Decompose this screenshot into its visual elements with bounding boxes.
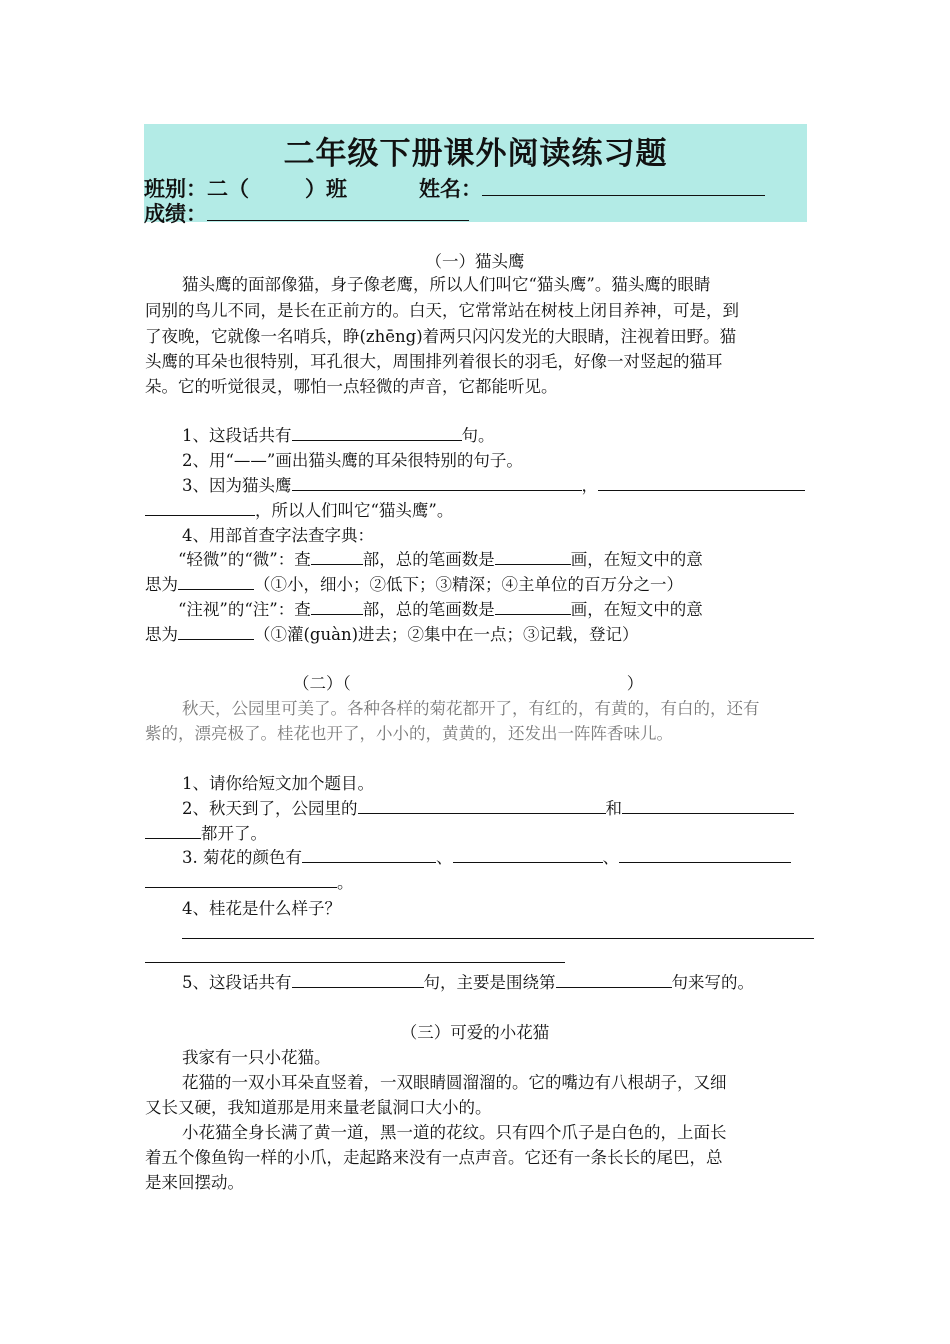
name-blank[interactable] bbox=[482, 175, 765, 196]
answer-blank[interactable] bbox=[311, 598, 363, 615]
answer-blank[interactable] bbox=[556, 971, 672, 988]
s1-q3 bbox=[182, 474, 805, 498]
q4a-text: “轻微”的“微”：查 bbox=[178, 550, 311, 569]
answer-blank[interactable] bbox=[178, 623, 254, 640]
section3-line: 花猫的一双小耳朵直竖着，一双眼睛圆溜溜的。它的嘴边有八根胡子，又细 bbox=[182, 1073, 727, 1092]
section3-line: 我家有一只小花猫。 bbox=[182, 1048, 331, 1067]
q4a-text: 画，在短文中的意 bbox=[570, 550, 703, 569]
s1-q1 bbox=[182, 424, 495, 448]
section1-para-line: 猫头鹰的面部像猫，身子像老鹰，所以人们叫它“猫头鹰”。猫头鹰的眼睛 bbox=[182, 275, 711, 294]
section3-line: 小花猫全身长满了黄一道，黑一道的花纹。只有四个爪子是白色的，上面长 bbox=[182, 1123, 727, 1142]
answer-blank[interactable] bbox=[292, 971, 424, 988]
s2-q2 bbox=[182, 797, 794, 821]
answer-blank[interactable] bbox=[598, 474, 805, 491]
q4b-options: （①灌(guàn)进去；②集中在一点；③记载，登记） bbox=[254, 625, 639, 644]
section2-heading-open: （二）（ bbox=[293, 674, 351, 693]
s2-q3-text: 3. 菊花的颜色有 bbox=[182, 848, 302, 867]
s2-q2-text: 和 bbox=[605, 799, 622, 818]
answer-blank[interactable] bbox=[358, 797, 606, 814]
answer-blank[interactable] bbox=[145, 499, 255, 516]
answer-blank[interactable] bbox=[311, 548, 363, 565]
section1-para-line: 同别的鸟儿不同，是长在正前方的。白天，它常常站在树枝上闭目养神，可是，到 bbox=[145, 301, 739, 320]
s1-q3-text: 3、因为猫头鹰 bbox=[182, 476, 292, 495]
answer-blank[interactable] bbox=[302, 846, 436, 863]
q4a-text: 部，总的笔画数是 bbox=[362, 550, 495, 569]
q4b-text: 画，在短文中的意 bbox=[570, 600, 703, 619]
s2-q4-answer-line bbox=[182, 922, 814, 946]
answer-blank[interactable] bbox=[495, 548, 571, 565]
q4b-text: 部，总的笔画数是 bbox=[362, 600, 495, 619]
section1-para-line: 头鹰的耳朵也很特别，耳孔很大，周围排列着很长的羽毛，好像一对竖起的猫耳 bbox=[145, 352, 723, 371]
s2-q5-text: 句来写的。 bbox=[671, 973, 754, 992]
s2-q3-sep: 、 bbox=[602, 848, 619, 867]
section3-line: 是来回摆动。 bbox=[145, 1173, 244, 1192]
section1-para-line: 了夜晚，它就像一名哨兵，睁(zhēng)着两只闪闪发光的大眼睛，注视着田野。猫 bbox=[145, 327, 737, 346]
s2-q1: 1、请你给短文加个题目。 bbox=[182, 774, 374, 793]
s2-q5 bbox=[182, 971, 754, 995]
s1-q3-text-end: ，所以人们叫它“猫头鹰”。 bbox=[255, 501, 454, 520]
s1-q3-cont bbox=[145, 499, 453, 523]
answer-blank[interactable] bbox=[145, 822, 201, 839]
answer-blank[interactable] bbox=[453, 846, 603, 863]
section3-heading: （三）可爱的小花猫 bbox=[400, 1023, 550, 1042]
s1-q4: 4、用部首查字法查字典： bbox=[182, 526, 374, 545]
s2-q5-text: 句，主要是围绕第 bbox=[423, 973, 556, 992]
s2-q5-text: 5、这段话共有 bbox=[182, 973, 292, 992]
s1-q4a-cont bbox=[145, 573, 683, 597]
page-title: 二年级下册课外阅读练习题 bbox=[283, 136, 668, 172]
answer-blank[interactable] bbox=[619, 846, 791, 863]
s1-q4b-cont bbox=[145, 623, 639, 647]
s2-q2-text: 2、秋天到了，公园里的 bbox=[182, 799, 358, 818]
s1-q1-text: 1、这段话共有 bbox=[182, 426, 292, 445]
answer-blank[interactable] bbox=[178, 573, 254, 590]
section2-heading bbox=[293, 672, 643, 696]
class-name-row bbox=[144, 175, 765, 202]
s1-q3-comma: ， bbox=[581, 476, 598, 495]
s1-q4a bbox=[178, 548, 703, 572]
class-suffix: ）班 bbox=[305, 177, 347, 201]
s1-q2: 2、用“——”画出猫头鹰的耳朵很特别的句子。 bbox=[182, 451, 523, 470]
s2-q4-answer-line bbox=[145, 946, 565, 970]
score-blank[interactable] bbox=[207, 200, 469, 221]
answer-blank[interactable] bbox=[145, 871, 337, 888]
section2-para-line: 秋天，公园里可美了。各种各样的菊花都开了，有红的，有黄的，有白的，还有 bbox=[182, 699, 760, 718]
score-row bbox=[144, 200, 469, 227]
s1-q1-text-end: 句。 bbox=[461, 426, 495, 445]
header-banner bbox=[144, 124, 807, 226]
section3-line: 着五个像鱼钩一样的小爪，走起路来没有一点声音。它还有一条长长的尾巴，总 bbox=[145, 1148, 723, 1167]
answer-blank[interactable] bbox=[145, 946, 565, 963]
section2-heading-close: ） bbox=[626, 674, 644, 693]
q4b-text: 思为 bbox=[145, 625, 178, 644]
s2-q3-end: 。 bbox=[337, 873, 354, 892]
s2-q2-text-end: 都开了。 bbox=[201, 824, 267, 843]
s2-q3-cont bbox=[145, 871, 354, 895]
answer-blank[interactable] bbox=[495, 598, 571, 615]
answer-blank[interactable] bbox=[292, 474, 582, 491]
section3-line: 又长又硬，我知道那是用来量老鼠洞口大小的。 bbox=[145, 1098, 492, 1117]
s2-q2-cont bbox=[145, 822, 267, 846]
name-label: 姓名： bbox=[419, 177, 482, 201]
q4a-text: 思为 bbox=[145, 575, 178, 594]
s1-q4b bbox=[178, 598, 703, 622]
section1-heading: （一）猫头鹰 bbox=[425, 252, 525, 271]
answer-blank[interactable] bbox=[292, 424, 462, 441]
answer-blank[interactable] bbox=[622, 797, 794, 814]
q4b-text: “注视”的“注”：查 bbox=[178, 600, 311, 619]
answer-blank[interactable] bbox=[182, 922, 814, 939]
class-label: 班别：二（ bbox=[144, 177, 249, 201]
s2-q3 bbox=[182, 846, 791, 870]
q4a-options: （①小，细小；②低下；③精深；④主单位的百万分之一） bbox=[254, 575, 683, 594]
section1-para-line: 朵。它的听觉很灵，哪怕一点轻微的声音，它都能听见。 bbox=[145, 377, 558, 396]
section2-para-line: 紫的，漂亮极了。桂花也开了，小小的，黄黄的，还发出一阵阵香味儿。 bbox=[145, 724, 673, 743]
s2-q4: 4、桂花是什么样子？ bbox=[182, 899, 341, 918]
score-label: 成绩： bbox=[144, 202, 207, 226]
s2-q3-sep: 、 bbox=[436, 848, 453, 867]
